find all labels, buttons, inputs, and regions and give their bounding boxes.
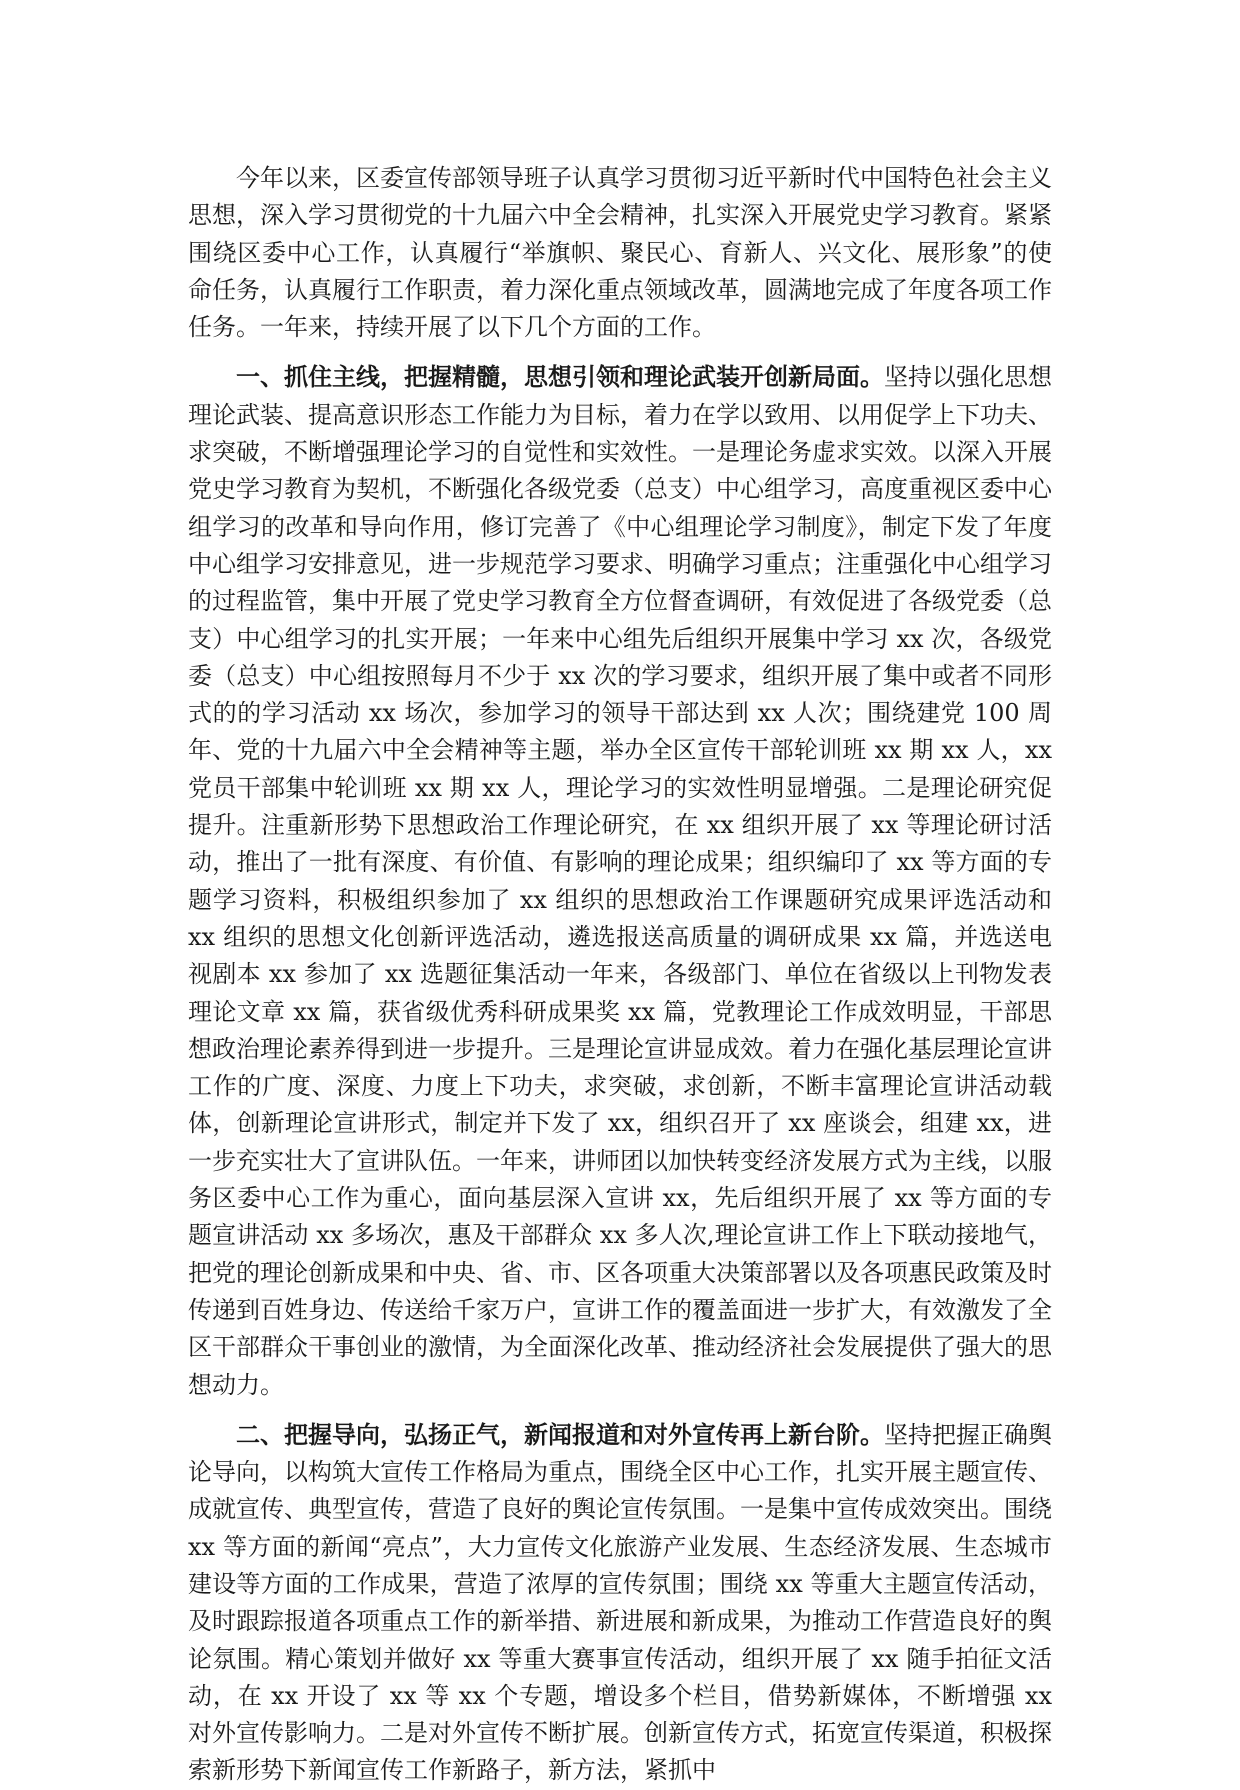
section-1-paragraph [188,358,1052,1403]
intro-paragraph-body: 今年以来，区委宣传部领导班子认真学习贯彻习近平新时代中国特色社会主义思想，深入学习贯彻党的十九届六中全会精神，扎实深入开展党史学习教育。紧紧围绕区委中心工作，认真履行“举旗帜、聚民心、育新人、兴文化、展形象”的使命任务，认真履行工作职责，着力深化重点领域改革，圆满地完成了年度各项工作任务。一年来，持续开展了以下几个方面的工作。 [188,164,1052,342]
section-1-heading: 一、抓住主线，把握精髓，思想引领和理论武装开创新局面。 [236,362,884,392]
intro-paragraph [188,160,1052,346]
section-2-heading: 二、把握导向，弘扬正气，新闻报道和对外宣传再上新台阶。 [236,1419,884,1449]
document-page [188,160,1052,1790]
section-2-body: 坚持把握正确舆论导向，以构筑大宣传工作格局为重点，围绕全区中心工作，扎实开展主题宣传、成就宣传、典型宣传，营造了良好的舆论宣传氛围。一是集中宣传成效突出。围绕 xx 等方面的新闻“亮点”，大力宣传文化旅游产业发展、生态经济发展、生态城市建设等方面的工作成果，营造了浓厚的宣传氛围；围绕 xx 等重大主题宣传活动，及时跟踪报道各项重点工作的新举措、新进展和新成果，为推动工作营造良好的舆论氛围。精心策划并做好 xx 等重大赛事宣传活动，组织开展了 xx 随手拍征文活动，在 xx 开设了 xx 等 xx 个专题，增设多个栏目，借势新媒体，不断增强 xx 对外宣传影响力。二是对外宣传不断扩展。创新宣传方式，拓宽宣传渠道，积极探索新形势下新闻宣传工作新路子，新方法，紧抓中 [188,1420,1052,1785]
section-2-paragraph [188,1416,1052,1790]
section-1-body: 坚持以强化思想理论武装、提高意识形态工作能力为目标，着力在学以致用、以用促学上下功夫、求突破，不断增强理论学习的自觉性和实效性。一是理论务虚求实效。以深入开展党史学习教育为契机，不断强化各级党委（总支）中心组学习，高度重视区委中心组学习的改革和导向作用，修订完善了《中心组理论学习制度》，制定下发了年度中心组学习安排意见，进一步规范学习要求、明确学习重点；注重强化中心组学习的过程监管，集中开展了党史学习教育全方位督查调研，有效促进了各级党委（总支）中心组学习的扎实开展；一年来中心组先后组织开展集中学习 xx 次，各级党委（总支）中心组按照每月不少于 xx 次的学习要求，组织开展了集中或者不同形式的的学习活动 xx 场次，参加学习的领导干部达到 xx 人次；围绕建党 100 周年、党的十九届六中全会精神等主题，举办全区宣传干部轮训班 xx 期 xx 人，xx 党员干部集中轮训班 xx 期 xx 人，理论学习的实效性明显增强。二是理论研究促提升。注重新形势下思想政治工作理论研究，在 xx 组织开展了 xx 等理论研讨活动，推出了一批有深度、有价值、有影响的理论成果；组织编印了 xx 等方面的专题学习资料，积极组织参加了 xx 组织的思想政治工作课题研究成果评选活动和 xx 组织的思想文化创新评选活动，遴选报送高质量的调研成果 xx 篇，并选送电视剧本 xx 参加了 xx 选题征集活动一年来，各级部门、单位在省级以上刊物发表理论文章 xx 篇，获省级优秀科研成果奖 xx 篇，党教理论工作成效明显，干部思想政治理论素养得到进一步提升。三是理论宣讲显成效。着力在强化基层理论宣讲工作的广度、深度、力度上下功夫，求突破，求创新，不断丰富理论宣讲活动载体，创新理论宣讲形式，制定并下发了 xx，组织召开了 xx 座谈会，组建 xx，进一步充实壮大了宣讲队伍。一年来，讲师团以加快转变经济发展方式为主线，以服务区委中心工作为重心，面向基层深入宣讲 xx，先后组织开展了 xx 等方面的专题宣讲活动 xx 多场次，惠及干部群众 xx 多人次,理论宣讲工作上下联动接地气，把党的理论创新成果和中央、省、市、区各项重大决策部署以及各项惠民政策及时传递到百姓身边、传送给千家万户，宣讲工作的覆盖面进一步扩大，有效激发了全区干部群众干事创业的激情，为全面深化改革、推动经济社会发展提供了强大的思想动力。 [188,363,1052,1399]
